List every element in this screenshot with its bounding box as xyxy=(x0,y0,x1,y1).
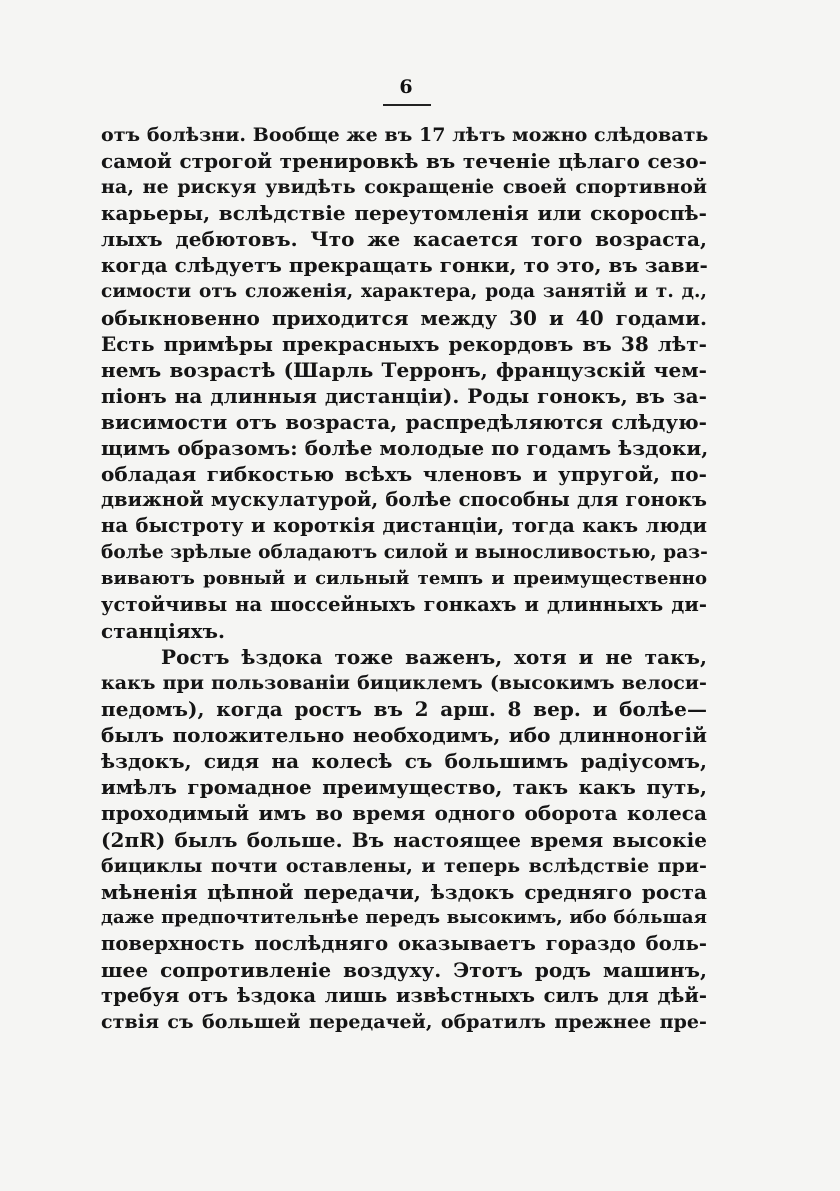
text-line: немъ возрастѣ (Шарль Терронъ, французскій чем- xyxy=(101,357,707,382)
text-line: когда слѣдуетъ прекращать гонки, то это, въ зави- xyxy=(101,253,708,278)
text-line: имѣлъ громадное преимущество, такъ какъ путь, xyxy=(101,775,707,800)
text-line: щимъ образомъ: болѣе молодые по годамъ ѣздоки, xyxy=(101,436,709,461)
text-line: на быстроту и короткія дистанціи, тогда какъ люди xyxy=(101,514,707,538)
page-number-rule xyxy=(383,104,431,106)
text-line: мѣненія цѣпной передачи, ѣздокъ средняго роста xyxy=(101,879,707,904)
text-line: отъ болѣзни. Вообще же въ 17 лѣтъ можно слѣдовать xyxy=(101,124,709,146)
text-line: болѣе зрѣлые обладаютъ силой и выносливостью, раз- xyxy=(101,541,708,563)
text-line: ствія съ большей передачей, обратилъ прежнее пре- xyxy=(101,1011,707,1034)
text-line: виваютъ ровный и сильный темпъ и преимущественно xyxy=(101,567,707,589)
text-line: бициклы почти оставлены, и теперь вслѣдствіе при- xyxy=(101,854,707,877)
text-line: педомъ), когда ростъ въ 2 арш. 8 вер. и болѣе— xyxy=(101,697,707,722)
text-line: шее сопротивленіе воздуху. Этотъ родъ машинъ, xyxy=(101,958,707,982)
text-line: требуя отъ ѣздока лишь извѣстныхъ силъ для дѣй- xyxy=(101,984,707,1008)
text-line: на, не рискуя увидѣть сокращеніе своей спортивной xyxy=(101,176,707,199)
text-line: устойчивы на шоссейныхъ гонкахъ и длинныхъ ди- xyxy=(101,592,707,616)
text-line: Ростъ ѣздока тоже важенъ, хотя и не такъ, xyxy=(161,644,707,669)
text-line: движной мускулатурой, болѣе способны для гонокъ xyxy=(101,488,707,512)
text-line: какъ при пользованіи бициклемъ (высокимъ велоси- xyxy=(101,671,707,694)
text-line: поверхность послѣдняго оказываетъ гораздо боль- xyxy=(101,931,707,955)
text-line: обыкновенно приходится между 30 и 40 годами. xyxy=(101,305,707,330)
text-line: проходимый имъ во время одного оборота колеса xyxy=(101,801,707,826)
page-number: 6 xyxy=(399,76,413,98)
text-line: лыхъ дебютовъ. Что же касается того возраста, xyxy=(101,227,707,252)
text-line: станціяхъ. xyxy=(101,618,226,643)
text-line: даже предпочтительнѣе передъ высокимъ, ибо бóльшая xyxy=(101,906,707,928)
text-line: ѣздокъ, сидя на колесѣ съ большимъ радіусомъ, xyxy=(101,749,707,774)
text-line: (2πR) былъ больше. Въ настоящее время высокіе xyxy=(101,827,707,852)
text-line: піонъ на длинныя дистанціи). Роды гонокъ, въ за- xyxy=(101,383,707,408)
text-line: обладая гибкостью всѣхъ членовъ и упругой, по- xyxy=(101,462,707,487)
text-line: былъ положительно необходимъ, ибо длинноногій xyxy=(101,723,707,748)
text-line: висимости отъ возраста, распредѣляются слѣдую- xyxy=(101,410,707,435)
text-line: симости отъ сложенія, характера, рода занятій и т. д., xyxy=(101,280,707,302)
body-text xyxy=(101,122,707,1035)
text-line: Есть примѣры прекрасныхъ рекордовъ въ 38 лѣт- xyxy=(101,331,707,356)
text-line: самой строгой тренировкѣ въ теченіе цѣлаго сезо- xyxy=(101,149,707,174)
text-line: карьеры, вслѣдствіе переутомленія или скороспѣ- xyxy=(101,201,707,226)
